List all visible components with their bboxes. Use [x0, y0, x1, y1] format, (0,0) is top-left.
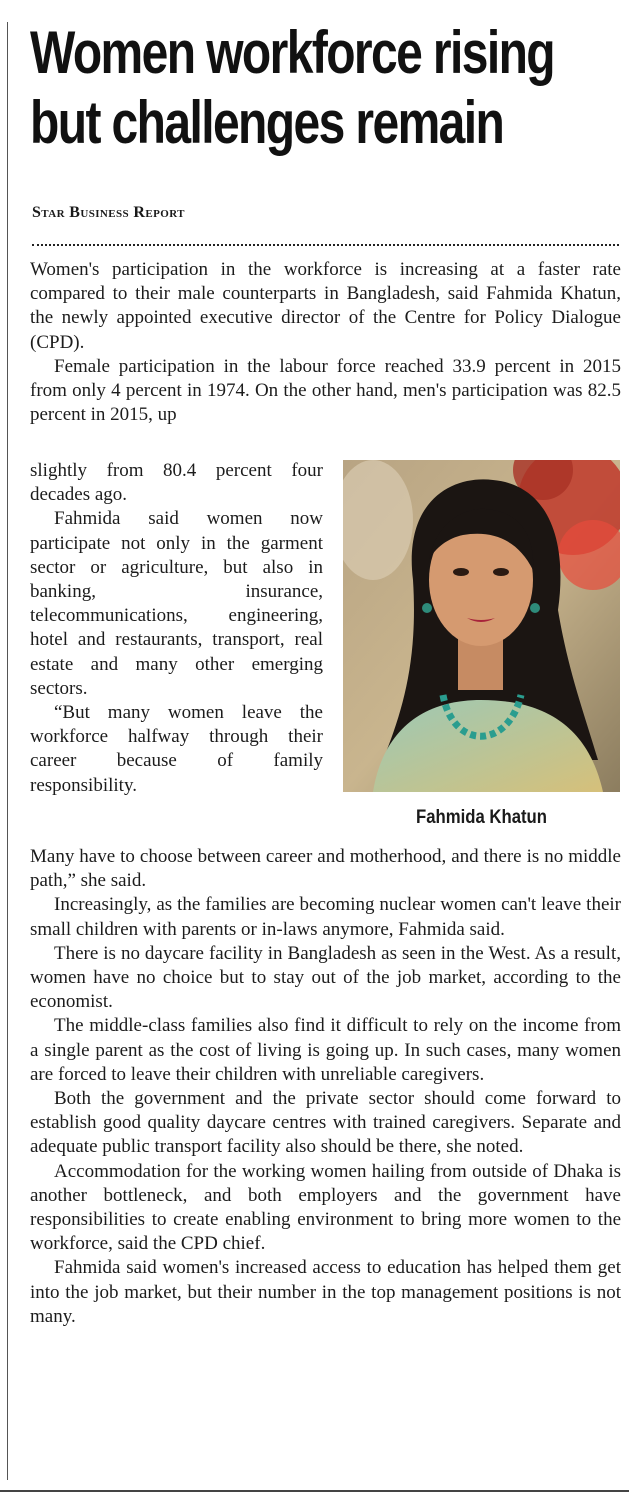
article-body-top	[30, 258, 621, 427]
photo-caption: Fahmida Khatun	[416, 807, 547, 828]
bottom-rule	[0, 1490, 629, 1492]
paragraph-2-narrow: slightly from 80.4 percent four decades ago.	[30, 460, 323, 506]
paragraph-5: Increasingly, as the families are becoming nuclear women can't leave their small children with parents or in-laws anymore, Fahmida said.	[30, 894, 621, 940]
paragraph-7: The middle-class families also find it difficult to rely on the income from a single parent as the cost of living is going up. In such cases, many women are forced to leave their children with unreliable caregivers.	[30, 1015, 621, 1085]
headline	[30, 18, 555, 158]
paragraph-3: Fahmida said women now participate not only in the garment sector or agriculture, but also in banking, insurance, telecommunications, engineering, hotel and restaurants, transport, real estate and many other emerging sectors.	[30, 508, 323, 699]
paragraph-6: There is no daycare facility in Bangladesh as seen in the West. As a result, women have no choice but to stay out of the job market, according to the economist.	[30, 942, 621, 1013]
paragraph-4-narrow: “But many women leave the workforce halfway through their career because of family responsibility.	[30, 702, 323, 796]
paragraph-10: Fahmida said women's increased access to education has helped them get into the job market, but their number in the top management positions is not many.	[30, 1257, 621, 1327]
paragraph-8: Both the government and the private sector should come forward to establish good quality daycare centres with trained caregivers. Separate and adequate public transport facility also should be there, she noted.	[30, 1088, 621, 1158]
dotted-divider	[32, 244, 619, 246]
article-body-bottom	[30, 845, 621, 1329]
headline-line-1: Women workforce rising	[30, 19, 555, 86]
byline: Star Business Report	[32, 204, 185, 221]
paragraph-4-wide: Many have to choose between career and motherhood, and there is no middle path,” she said.	[30, 846, 621, 892]
lead-paragraph: Women's participation in the workforce is increasing at a faster rate compared to their male counterparts in Bangladesh, said Fahmida Khatun, the newly appointed executive director of the Centre for Policy Dialogue (CPD).	[30, 259, 621, 353]
portrait-photo	[343, 460, 620, 792]
paragraph-9: Accommodation for the working women hailing from outside of Dhaka is another bottleneck, and both employers and the government have responsibilities to create enabling environment to bring more women to the workforce, said the CPD chief.	[30, 1160, 621, 1255]
paragraph-2-wide: Female participation in the labour force reached 33.9 percent in 2015 from only 4 percent in 1974. On the other hand, men's participation was 82.5 percent in 2015, up	[30, 355, 621, 426]
headline-line-2: but challenges remain	[30, 89, 504, 156]
left-column-rule	[7, 22, 8, 1480]
article-body-wrap	[30, 459, 323, 798]
